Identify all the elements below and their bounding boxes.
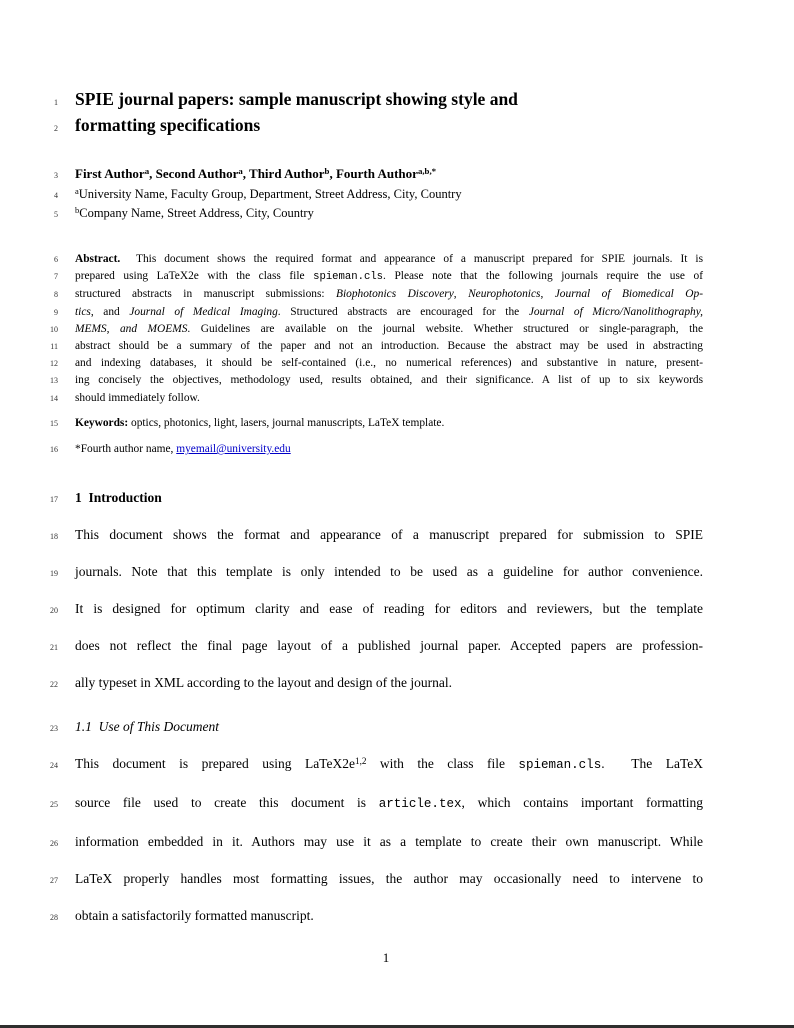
line-number: 9 <box>54 307 58 317</box>
text-run: with the class file <box>366 756 519 772</box>
line-text <box>75 251 703 268</box>
line-number: 10 <box>50 324 58 334</box>
line-number: 4 <box>54 191 58 200</box>
line-number: 17 <box>50 495 58 505</box>
line-text <box>75 204 703 223</box>
text-run: spieman.cls <box>313 271 384 284</box>
line-text <box>75 164 703 185</box>
line-number: 22 <box>50 680 58 690</box>
line-text <box>75 415 703 432</box>
text-run: LaTeX properly handles most formatting issues, the author may occasionally need to intervene to <box>75 871 703 887</box>
line-number: 27 <box>50 876 58 886</box>
text-line <box>47 372 703 389</box>
line-text <box>75 627 703 664</box>
text-run: . Please note that the following journals require the use of <box>383 270 703 283</box>
line-number: 5 <box>54 210 58 219</box>
text-line <box>47 86 703 112</box>
line-text <box>75 897 703 934</box>
email-link[interactable]: myemail@university.edu <box>176 443 291 456</box>
section-heading-introduction <box>47 488 703 508</box>
text-line <box>47 338 703 355</box>
text-run: obtain a satisfactorily formatted manuscript. <box>75 908 314 924</box>
line-text <box>75 268 703 286</box>
text-run: MEMS, and MOEMS <box>75 322 188 335</box>
line-number: 23 <box>50 724 58 734</box>
text-run: structured abstracts in manuscript submissions: <box>75 288 337 301</box>
text-line <box>47 590 703 627</box>
text-line <box>47 488 703 508</box>
text-line <box>47 390 703 407</box>
text-line <box>47 415 703 432</box>
line-number: 8 <box>54 290 58 300</box>
line-number: 7 <box>54 272 58 282</box>
superscript-text: 1,2 <box>354 756 367 767</box>
line-text <box>75 516 703 553</box>
affiliations <box>47 185 703 223</box>
text-run: journals. Note that this template is only intended to be used as a guideline for author convenience. <box>75 564 703 580</box>
line-number: 28 <box>50 913 58 923</box>
line-number: 19 <box>50 569 58 579</box>
text-run: , <box>453 288 469 301</box>
text-line <box>47 251 703 268</box>
line-number: 26 <box>50 839 58 849</box>
text-line <box>47 304 703 321</box>
line-number: 6 <box>54 255 58 264</box>
text-run: abstract should be a summary of the paper and not an introduction. Because the abstract may be used in abstracting <box>75 340 703 353</box>
text-run: ally typeset in XML according to the layout and design of the journal. <box>75 675 453 691</box>
text-run: *Fourth author name, <box>75 443 177 456</box>
text-run: source file used to create this document is <box>75 795 379 811</box>
text-run: Keywords: <box>75 416 129 429</box>
line-text <box>75 372 703 389</box>
line-number: 18 <box>50 532 58 542</box>
text-line <box>47 823 703 860</box>
line-number: 25 <box>50 800 58 810</box>
line-text <box>75 717 703 737</box>
text-run: formatting specifications <box>75 115 261 135</box>
line-text <box>75 745 703 784</box>
text-run: 1 Introduction <box>75 490 162 506</box>
line-text <box>75 112 703 138</box>
line-text <box>75 355 703 372</box>
page-number: 1 <box>382 950 390 966</box>
text-line <box>47 627 703 664</box>
paper-title <box>47 86 703 138</box>
line-text <box>75 553 703 590</box>
text-run: Journal of Biomedical Op- <box>554 288 703 301</box>
line-text <box>75 823 703 860</box>
paragraph-use-of-document <box>47 745 703 934</box>
line-number: 14 <box>50 393 58 403</box>
text-run: Neurophotonics <box>468 288 541 301</box>
document-body <box>47 86 703 934</box>
line-text <box>75 286 703 303</box>
text-line <box>47 784 703 823</box>
text-run: . Structured abstracts are encouraged for the <box>277 305 529 318</box>
text-run: should immediately follow. <box>75 391 200 404</box>
text-run: 1.1 Use of This Document <box>75 719 219 735</box>
text-run: This document is prepared using LaTeX2e <box>75 756 355 772</box>
line-number: 1 <box>54 98 58 107</box>
text-run: Biophotonics Discovery <box>336 288 454 301</box>
text-line <box>47 286 703 303</box>
line-number: 11 <box>50 342 58 352</box>
text-run: Journal of Micro/Nanolithography, <box>528 305 704 318</box>
text-run: and indexing databases, it should be self-contained (i.e., no numerical references) and substantive in nature, present- <box>75 357 703 370</box>
text-run: SPIE journal papers: sample manuscript showing style and <box>75 89 518 109</box>
text-run: , and <box>90 305 130 318</box>
text-line <box>47 185 703 204</box>
author-list <box>47 164 703 185</box>
line-number: 21 <box>50 643 58 653</box>
line-number: 15 <box>50 418 58 428</box>
subsection-heading-use-of-this-document <box>47 717 703 737</box>
text-run: This document shows the required format and appearance of a manuscript prepared for SPIE journals. It is <box>120 253 703 265</box>
line-text <box>75 784 703 823</box>
line-text <box>75 664 703 701</box>
line-text <box>75 304 703 321</box>
text-run: optics, photonics, light, lasers, journal manuscripts, LaTeX template. <box>128 416 445 429</box>
paragraph-intro <box>47 516 703 701</box>
line-number: 2 <box>54 124 58 133</box>
text-line <box>47 516 703 553</box>
line-number: 20 <box>50 606 58 616</box>
superscript-text: b <box>75 205 80 216</box>
text-run: First Author <box>75 166 145 181</box>
text-line <box>47 745 703 784</box>
text-run: does not reflect the final page layout of a published journal paper. Accepted papers are profession- <box>75 638 703 654</box>
line-text <box>75 390 703 407</box>
text-run: Company Name, Street Address, City, Country <box>79 206 314 220</box>
text-line <box>47 355 703 372</box>
superscript-text: a <box>238 166 243 177</box>
text-line <box>47 717 703 737</box>
text-run: Journal of Medical Imaging <box>129 305 278 318</box>
text-run: article.tex <box>378 797 462 812</box>
text-run: It is designed for optimum clarity and ease of reading for editors and reviewers, but the template <box>75 601 703 617</box>
line-text <box>75 488 703 508</box>
text-run: , Second Author <box>149 166 239 181</box>
superscript-text: a,b,* <box>417 166 437 177</box>
superscript-text: b <box>324 166 330 177</box>
line-number: 13 <box>50 376 58 386</box>
text-line <box>47 897 703 934</box>
superscript-text: a <box>75 186 79 197</box>
text-run: information embedded in it. Authors may use it as a template to create their own manuscript. While <box>75 834 703 850</box>
line-text <box>75 185 703 204</box>
line-number: 24 <box>50 761 58 771</box>
text-line <box>47 664 703 701</box>
text-run: , Third Author <box>242 166 325 181</box>
text-run: spieman.cls <box>518 758 602 773</box>
text-run: Abstract. <box>75 253 121 265</box>
text-line <box>47 112 703 138</box>
author-footnote <box>47 441 703 458</box>
text-run: , Fourth Author <box>329 166 418 181</box>
text-run: tics <box>75 305 91 318</box>
text-line <box>47 860 703 897</box>
keywords <box>47 415 703 432</box>
text-run: . Guidelines are available on the journal website. Whether structured or single-paragraph, the <box>187 322 704 335</box>
text-line <box>47 553 703 590</box>
text-line <box>47 441 703 458</box>
text-run: This document shows the format and appearance of a manuscript prepared for submission to SPIE <box>75 527 703 543</box>
line-number: 16 <box>50 445 58 455</box>
line-number: 3 <box>54 171 58 180</box>
text-run: . The LaTeX <box>601 756 703 772</box>
text-run: , <box>540 288 555 301</box>
line-text <box>75 590 703 627</box>
line-text <box>75 860 703 897</box>
text-run: University Name, Faculty Group, Department, Street Address, City, Country <box>78 187 462 201</box>
line-number: 12 <box>50 359 58 369</box>
abstract <box>47 251 703 407</box>
line-text <box>75 321 703 338</box>
line-text <box>75 86 703 112</box>
text-run: prepared using LaTeX2e with the class file <box>75 270 314 283</box>
text-line <box>47 204 703 223</box>
superscript-text: a <box>144 166 150 177</box>
text-run: ing concisely the objectives, methodology used, results obtained, and their significance. A list of up to six keywords <box>75 374 703 387</box>
text-run: , which contains important formatting <box>461 795 703 811</box>
text-line <box>47 268 703 286</box>
line-text <box>75 338 703 355</box>
text-line <box>47 321 703 338</box>
line-text <box>75 441 703 458</box>
text-line <box>47 164 703 185</box>
